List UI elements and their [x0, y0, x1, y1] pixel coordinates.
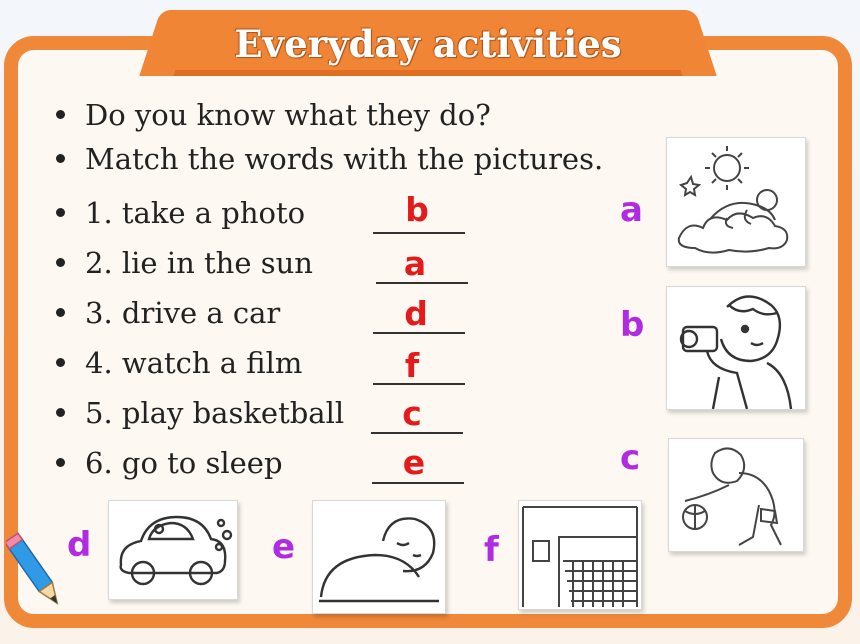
answer-letter: a [403, 244, 427, 283]
intro-line [56, 98, 491, 132]
bullet-dot [56, 154, 65, 163]
bullet-dot [56, 258, 65, 267]
bullet-dot [56, 208, 65, 217]
answer-letter: d [404, 294, 428, 333]
bullet-dot [56, 408, 65, 417]
bullet-dot [56, 308, 65, 317]
picture-label-a: a [620, 190, 643, 230]
answer-letter: f [404, 346, 420, 385]
picture-d-car [108, 500, 238, 600]
item-text: 2. lie in the sun [85, 246, 313, 280]
list-item [56, 446, 283, 480]
bullet-dot [56, 358, 65, 367]
picture-f-cinema [518, 500, 642, 610]
bullet-dot [56, 110, 65, 119]
list-item [56, 396, 344, 430]
item-text: 3. drive a car [85, 296, 281, 330]
picture-label-b: b [620, 305, 645, 345]
bullet-dot [56, 458, 65, 467]
picture-b-photo [666, 286, 806, 410]
answer-letter: e [402, 443, 426, 482]
item-text: 4. watch a film [85, 346, 303, 380]
title-banner [168, 10, 688, 76]
picture-e-sleep [312, 500, 446, 614]
picture-label-e: e [272, 527, 296, 567]
answer-letter: b [405, 190, 429, 229]
pencil-icon [6, 530, 66, 616]
list-item [56, 196, 305, 230]
intro-text: Do you know what they do? [85, 98, 491, 132]
page-title: Everyday activities [234, 22, 622, 66]
list-item [56, 346, 302, 380]
list-item [56, 246, 313, 280]
item-text: 1. take a photo [85, 196, 306, 230]
picture-a-sunbathing [666, 137, 806, 267]
intro-text: Match the words with the pictures. [85, 142, 604, 176]
item-text: 6. go to sleep [85, 446, 283, 480]
item-text: 5. play basketball [85, 396, 345, 430]
picture-label-f: f [484, 530, 499, 570]
picture-c-basketball [668, 438, 804, 552]
picture-label-c: c [620, 438, 641, 478]
picture-label-d: d [67, 525, 92, 565]
list-item [56, 296, 280, 330]
intro-line [56, 142, 603, 176]
answer-letter: c [402, 394, 422, 433]
